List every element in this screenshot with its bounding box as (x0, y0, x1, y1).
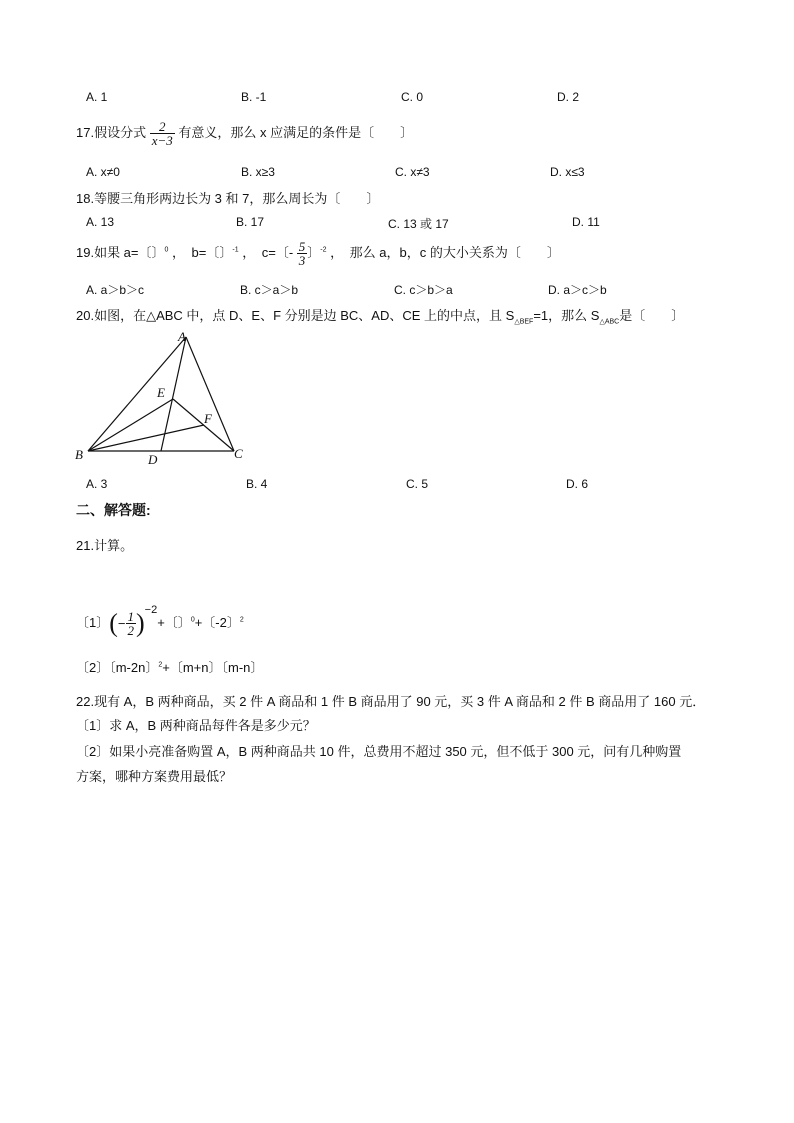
q19-c-exponent: -2 (320, 246, 327, 254)
q19-option-d: D. a＞c＞b (548, 283, 607, 297)
q20-option-c: C. 5 (406, 477, 429, 491)
q20-option-a: A. 3 (86, 477, 108, 491)
label-b: B (75, 447, 83, 462)
q19-option-a: A. a＞b＞c (86, 283, 145, 297)
q21-exponent: −2 (144, 604, 158, 616)
q22-line4: 方案，哪种方案费用最低？ (76, 769, 233, 784)
q21-part2 (76, 657, 263, 676)
q21-fraction (126, 610, 137, 637)
q19-b-exponent: -1 (232, 246, 239, 254)
q19-frac-num: 5 (298, 239, 306, 254)
q19-mid2: ， c=〔- (242, 244, 294, 260)
q22-line2: 〔1〕求 A，B 两种商品每件各是多少元？ (76, 718, 316, 733)
q19-frac-den: 3 (298, 253, 306, 268)
q22-line1: 22.现有 A，B 两种商品，买 2 件 A 商品和 1 件 B 商品用了 90 元，买 3 件 A 商品和 2 件 B 商品用了 160 元． (76, 694, 706, 709)
q19-option-b: B. c＞a＞b (240, 283, 299, 297)
q16-option-d: D. 2 (557, 90, 580, 104)
q19-fraction (297, 240, 308, 267)
q20-mid: =1，那么 S (533, 308, 600, 323)
q17-option-c: C. x≠3 (395, 165, 430, 179)
q16-option-c: C. 0 (401, 90, 424, 104)
q18-option-c: C. 13 或 17 (388, 217, 449, 231)
q20-option-b: B. 4 (246, 477, 268, 491)
q20-suffix: 是〔 〕 (619, 308, 685, 323)
q17-stem (76, 120, 413, 147)
q21-title: 21.计算。 (76, 538, 134, 553)
q17-frac-den: x−3 (151, 133, 173, 148)
q21-exponent-3: 2 (239, 616, 244, 624)
right-paren: ) (136, 608, 145, 638)
q18-option-d: D. 11 (572, 215, 600, 229)
q20-option-d: D. 6 (566, 477, 589, 491)
q21-frac-den: 2 (127, 623, 134, 639)
section-title-answers: 二、解答题: (76, 502, 151, 518)
label-a: A (178, 329, 186, 344)
q21-part2-main: 〔2〕〔m-2n〕 (76, 660, 159, 675)
minus-sign: − (117, 616, 126, 632)
q17-option-b: B. x≥3 (241, 165, 275, 179)
label-f: F (204, 411, 212, 426)
q21-part2-exponent: 2 (158, 661, 163, 669)
q17-prefix: 17.假设分式 (76, 124, 147, 140)
q21-part1-label: 〔1〕 (76, 615, 110, 630)
q20-triangle-figure (70, 328, 260, 470)
q21-part1-mid: +〔〕 (157, 615, 191, 630)
q20-sub-bef: △BEF (514, 318, 534, 326)
q18-option-a: A. 13 (86, 215, 115, 229)
q18-option-b: B. 17 (236, 215, 265, 229)
q18-stem: 18.等腰三角形两边长为 3 和 7，那么周长为〔 〕 (76, 191, 380, 206)
q16-option-a: A. 1 (86, 90, 108, 104)
q21-part1 (76, 604, 244, 639)
q19-a-exponent: 0 (164, 246, 169, 254)
q20-stem (76, 305, 684, 326)
q17-frac-num: 2 (158, 119, 166, 134)
edge-ac (186, 337, 234, 451)
q19-suffix: ， 那么 a，b，c 的大小关系为〔 〕 (330, 244, 560, 260)
q20-sub-abc: △ABC (599, 318, 620, 326)
q22-line3: 〔2〕如果小亮准备购置 A，B 两种商品共 10 件，总费用不超过 350 元，但不低于 300 元，问有几种购置 (76, 744, 682, 759)
label-e: E (157, 385, 165, 400)
segment-bf (88, 425, 204, 451)
q19-prefix: 19.如果 a=〔〕 (76, 244, 165, 260)
q17-suffix: 有意义，那么 x 应满足的条件是〔 〕 (178, 124, 414, 140)
q16-option-b: B. -1 (241, 90, 267, 104)
q21-part1-rest: +〔-2〕 (194, 615, 240, 630)
q21-part2-rest: +〔m+n〕〔m-n〕 (162, 660, 264, 675)
q21-frac-num: 1 (127, 609, 134, 625)
segment-be (88, 399, 173, 451)
q21-exponent-2: 0 (190, 616, 195, 624)
q17-option-a: A. x≠0 (86, 165, 120, 179)
q19-stem (76, 240, 560, 267)
left-paren: ( (109, 608, 118, 638)
q17-fraction (150, 120, 175, 147)
edge-ab (88, 337, 186, 451)
q19-mid3: 〕 (307, 244, 321, 260)
label-d: D (148, 452, 158, 467)
q19-option-c: C. c＞b＞a (394, 283, 453, 297)
q19-mid1: ， b=〔〕 (172, 244, 233, 260)
q20-prefix: 20.如图，在△ABC 中，点 D、E、F 分别是边 BC、AD、CE 上的中点，且 S (76, 308, 515, 323)
label-c: C (234, 446, 243, 461)
q17-option-d: D. x≤3 (550, 165, 585, 179)
